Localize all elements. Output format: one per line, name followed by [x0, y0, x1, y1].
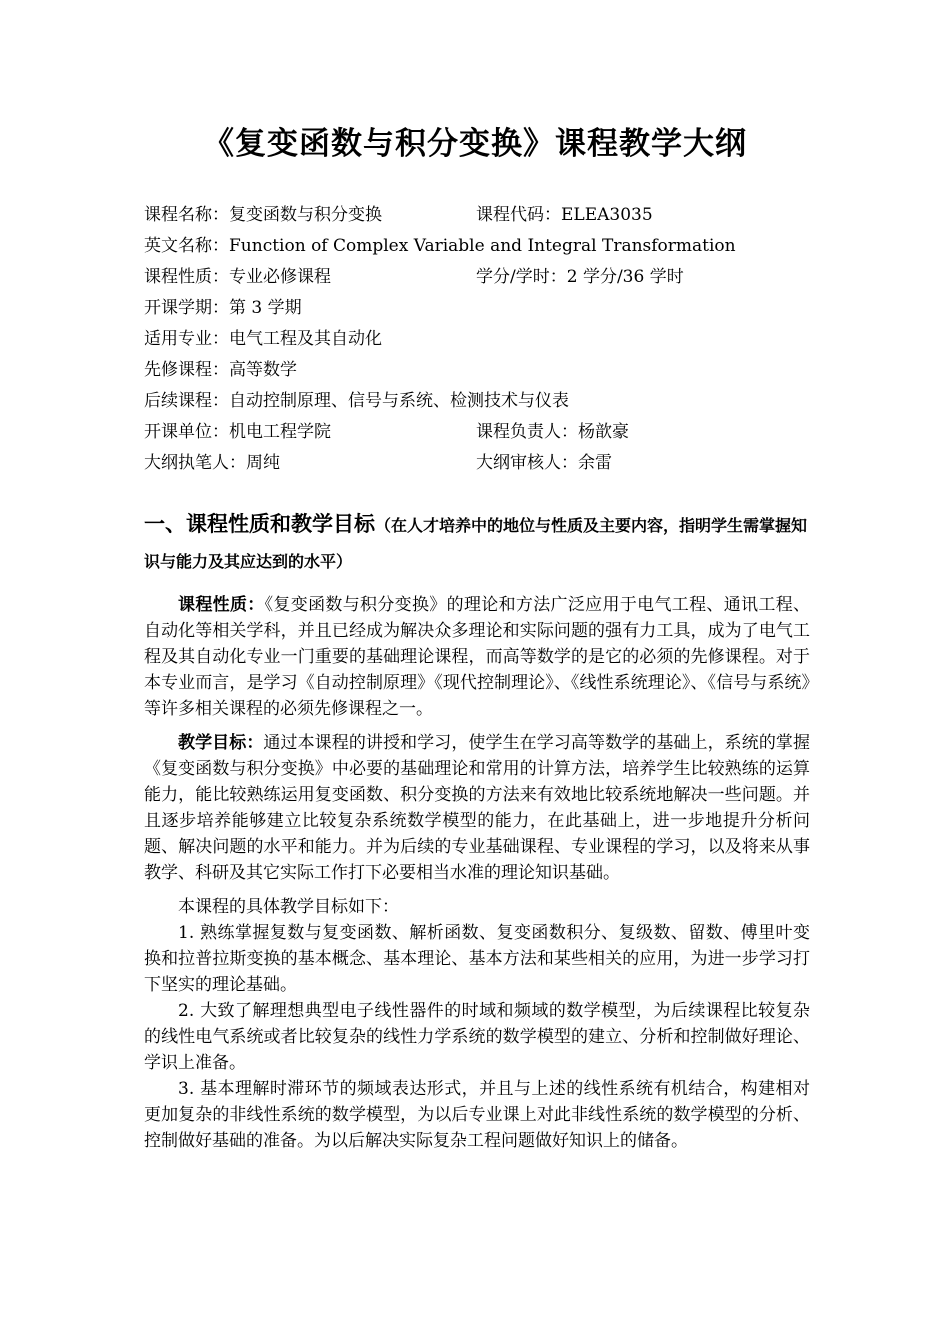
- course-nature-paragraph: [144, 592, 810, 722]
- nature-text: 《复变函数与积分变换》的理论和方法广泛应用于电气工程、通讯工程、自动化等相关学科，并且已经成为解决众多理论和实际问题的强有力工具，成为了电气工程及其自动化专业一门重要的基础理论课程，而高等数学的是它的必须的先修课程。对于本专业而言，是学习《自动控制原理》《现代控制理论》、《线性系统理论》、《信号与系统》等许多相关课程的必须先修课程之一。: [144, 595, 811, 719]
- info-row-department-responsible: [144, 417, 824, 448]
- section-1-title: 一、课程性质和教学目标: [144, 512, 375, 536]
- course-code: 课程代码：ELEA3035: [476, 205, 653, 225]
- english-name: 英文名称：Function of Complex Variable and Integral Transformation: [144, 236, 736, 256]
- department: 开课单位：机电工程学院: [144, 422, 331, 442]
- info-row-semester: [144, 293, 824, 324]
- section-1-body: [144, 592, 810, 1154]
- goal-label: 教学目标：: [178, 733, 264, 753]
- teaching-goal-paragraph: [144, 730, 810, 886]
- syllabus-reviewer: 大纲审核人：余雷: [476, 453, 612, 473]
- major: 适用专业：电气工程及其自动化: [144, 329, 382, 349]
- goal-item-3: 3. 基本理解时滞环节的频域表达形式，并且与上述的线性系统有机结合，构建相对更加复杂的非线性系统的数学模型，为以后专业课上对此非线性系统的数学模型的分析、控制做好基础的准备。为以后解决实际复杂工程问题做好知识上的储备。: [144, 1079, 810, 1151]
- section-1-subtitle: （在人才培养中的地位与性质及主要内容，指明学生需掌握知识与能力及其应达到的水平）: [144, 516, 808, 571]
- goals-intro: 本课程的具体教学目标如下：: [178, 897, 399, 917]
- credits-hours: 学分/学时：2 学分/36 学时: [476, 267, 684, 287]
- info-row-major: [144, 324, 824, 355]
- document-title: 《复变函数与积分变换》课程教学大纲: [203, 126, 747, 162]
- info-row-name-code: [144, 200, 824, 231]
- goal-item-2: 2. 大致了解理想典型电子线性器件的时域和频域的数学模型，为后续课程比较复杂的线性电气系统或者比较复杂的线性力学系统的数学模型的建立、分析和控制做好理论、学识上准备。: [144, 1001, 810, 1073]
- info-row-prerequisite: [144, 355, 824, 386]
- goal-text: 通过本课程的讲授和学习，使学生在学习高等数学的基础上，系统的掌握《复变函数与积分变换》中必要的基础理论和常用的计算方法，培养学生比较熟练的运算能力，能比较熟练运用复变函数、积分变换的方法来有效地比较系统地解决一些问题。并且逐步培养能够建立比较复杂系统数学模型的能力，在此基础上，进一步地提升分析问题、解决问题的水平和能力。并为后续的专业基础课程、专业课程的学习，以及将来从事教学、科研及其它实际工作打下必要相当水准的理论知识基础。: [144, 733, 811, 883]
- follow-up-courses: 后续课程：自动控制原理、信号与系统、检测技术与仪表: [144, 391, 569, 411]
- course-info-block: [144, 200, 824, 479]
- prerequisite: 先修课程：高等数学: [144, 360, 297, 380]
- syllabus-writer: 大纲执笔人：周纯: [144, 453, 280, 473]
- nature-label: 课程性质：: [178, 595, 265, 615]
- course-nature: 课程性质：专业必修课程: [144, 267, 331, 287]
- semester: 开课学期：第 3 学期: [144, 298, 302, 318]
- info-row-nature-credits: [144, 262, 824, 293]
- info-row-english-name: [144, 231, 824, 262]
- course-responsible: 课程负责人：杨歆豪: [476, 422, 629, 442]
- info-row-writer-reviewer: [144, 448, 824, 479]
- course-name: 课程名称：复变函数与积分变换: [144, 205, 382, 225]
- info-row-follow-up: [144, 386, 824, 417]
- section-1-heading: [144, 506, 810, 580]
- goal-item-1: 1. 熟练掌握复数与复变函数、解析函数、复变函数积分、复级数、留数、傅里叶变换和拉普拉斯变换的基本概念、基本理论、基本方法和某些相关的应用，为进一步学习打下坚实的理论基础。: [144, 923, 810, 995]
